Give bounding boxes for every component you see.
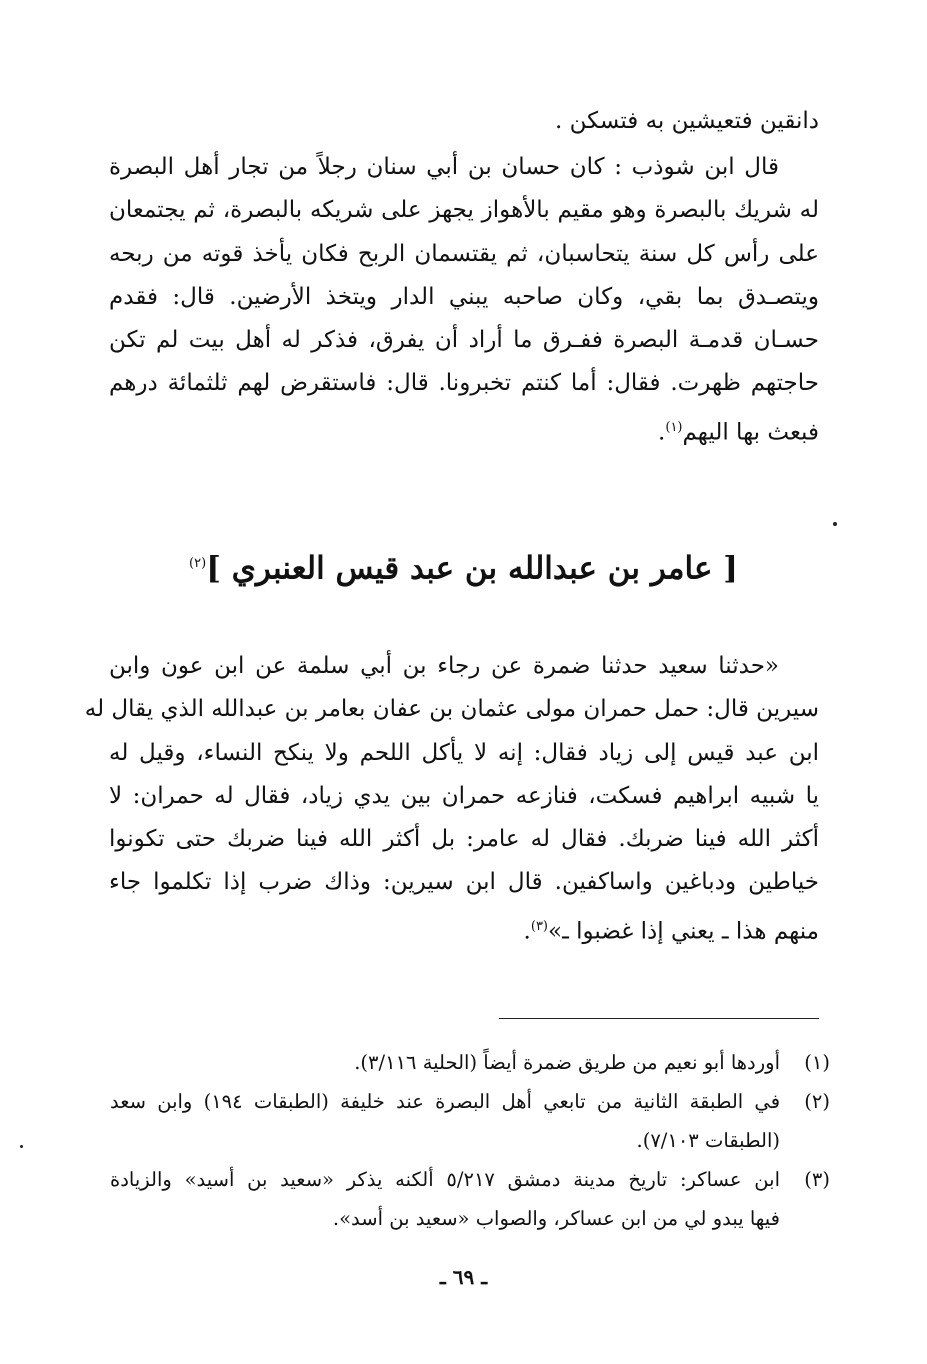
scan-speck [20,1145,23,1148]
footnote-line: ابن عساكر: تاريخ مدينة دمشق ٥/٢١٧ ألكنه يذكر «سعيد بن أسيد» والزيادة [110,1168,780,1191]
footnote-line: في الطبقة الثانية من تابعي أهل البصرة عند خليفة (الطبقات ١٩٤) وابن سعد [110,1090,781,1113]
text-line: حاجتهم ظهرت. فقال: أما كنتم تخبرونا. قال: فاستقرض لهم ثلثمائة درهم [109,370,819,397]
text-line-final [109,406,819,455]
footnote-line: أوردها أبو نعيم من طريق ضمرة أيضاً (الحلية ٣/١١٦). [354,1051,780,1074]
footnote-number: (٢) [804,1090,830,1113]
sentence-end: . [523,918,531,945]
text-line: على رأس كل سنة يتحاسبان، ثم يقتسمان الربح فكان يأخذ قوته من ربحه [109,240,819,267]
paragraph-continuation [109,100,819,143]
page-number: ـ ٦٩ ـ [439,1265,488,1289]
footnote-marker: (٣) [530,918,548,934]
text-line: «حدثنا سعيد حدثنا ضمرة عن رجاء بن أبي سلمة عن ابن عون وابن [109,653,779,679]
text-line: خياطين ودباغين واساكفين. قال ابن سيرين: وذاك ضرب إذا تكلموا جاء [109,869,819,896]
footnote-line: (الطبقات ٧/١٠٣). [636,1129,780,1152]
text-line-final [109,905,819,954]
footnote-3 [110,1160,830,1238]
text-line: منهم هذا ـ يعني إذا غضبوا ـ» [548,918,819,945]
text-line: فبعث بها اليهم [682,419,819,446]
text-line: ويتصـدق بما بقي، وكان صاحبه يبني الدار ويتخذ الأرضين. قال: فقدم [109,283,819,310]
text-line: قال ابن شوذب : كان حسان بن أبي سنان رجلاً من تجار أهل البصرة [109,154,779,180]
paragraph-hadith [84,645,819,954]
text-line: له شريك بالبصرة وهو مقيم بالأهواز يجهز على شريكه بالبصرة، ثم يجتمعان [109,197,819,224]
footnote-marker: (١) [665,419,683,435]
scan-speck [833,522,837,526]
footnote-divider [499,1018,819,1019]
footnote-marker: (٢) [189,556,207,571]
text-line: ابن عبد قيس إلى زياد فقال: إنه لا يأكل اللحم ولا ينكح النساء، وقيل له [109,739,819,766]
text-line: يا شبيه ابراهيم فسكت، فنازعه حمران بين يدي زياد، فقال له حمران: لا [109,782,819,809]
footnotes [110,1043,830,1238]
footnote-line: فيها يبدو لي من ابن عساكر، والصواب «سعيد بن أسد». [332,1207,780,1230]
footnote-1 [110,1043,830,1082]
footnote-2 [110,1082,830,1160]
paragraph-ibn-shawdhab [109,146,819,455]
footnote-number: (٣) [804,1168,830,1191]
sentence-end: . [658,419,666,446]
footnote-body [110,1043,780,1082]
footnote-body [110,1082,780,1160]
text-line: حسـان قدمـة البصرة ففـرق ما أراد أن يفرق، فذكر له أهل بيت لم تكن [109,327,819,354]
heading-text: [ عامر بن عبدالله بن عبد قيس العنبري ] [206,550,738,587]
text-line: سيرين قال: حمل حمران مولى عثمان بن عفان بعامر بن عبدالله الذي يقال له [84,696,819,723]
text-line: أكثر الله فينا ضربك. فقال له عامر: بل أكثر الله فينا ضربك حتى تكونوا [109,826,819,853]
section-heading [0,540,927,592]
footnote-body [110,1160,780,1238]
footnote-number: (١) [804,1051,830,1074]
text-line: دانقين فتعيشين به فتسكن . [554,108,819,134]
